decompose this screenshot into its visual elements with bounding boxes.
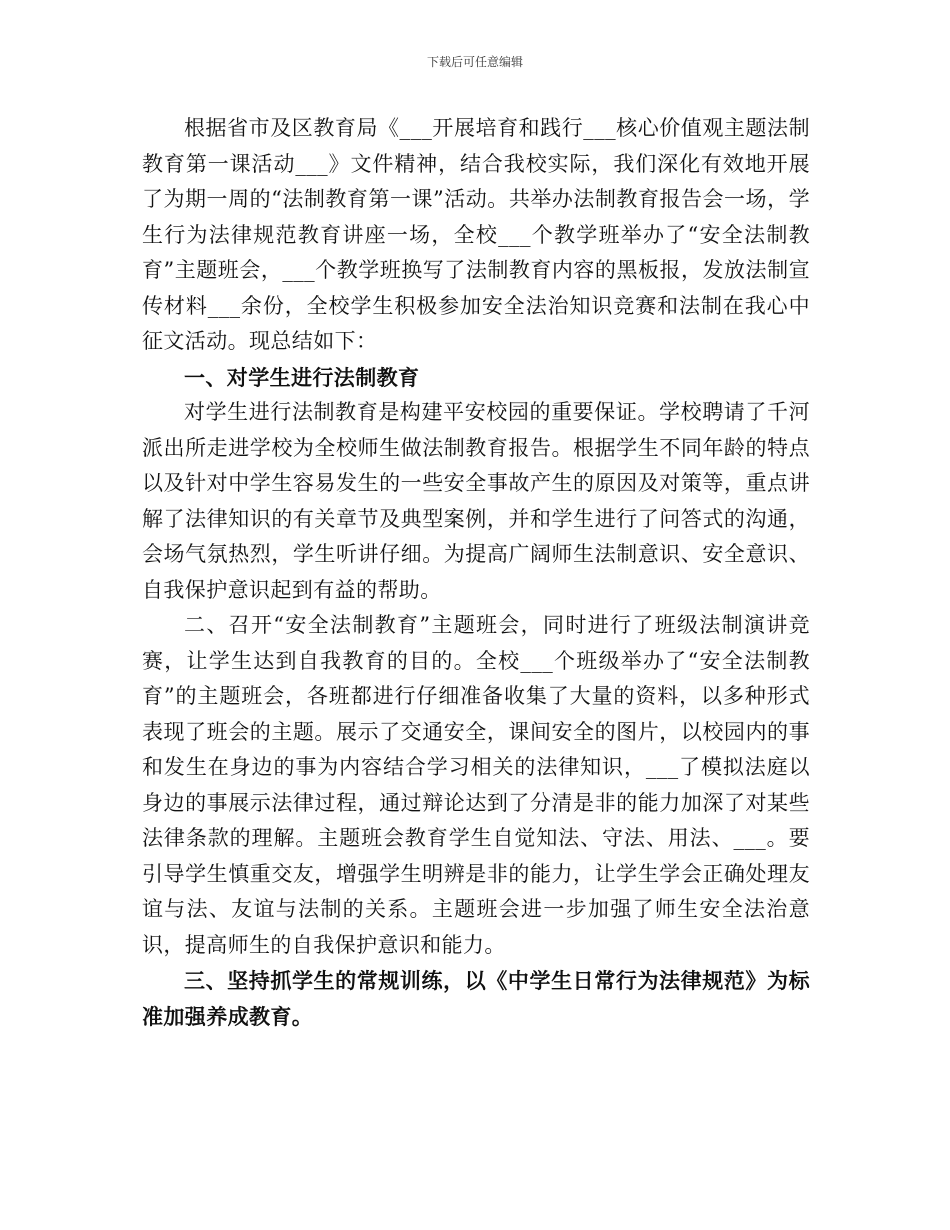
section-heading-3: 三、坚持抓学生的常规训练，以《中学生日常行为法律规范》为标准加强养成教育。 [142, 968, 810, 1029]
intro-paragraph: 根据省市及区教育局《___开展培育和践行___核心价值观主题法制教育第一课活动___》文件精神，结合我校实际，我们深化有效地开展了为期一周的“法制教育第一课”活动。共举办法制教育报告会一场，学生行为法律规范教育讲座一场，全校___个教学班举办了“安全法制教育”主题班会，___个教学班换写了法制教育内容的黑板报，发放法制宣传材料___余份，全校学生积极参加安全法治知识竞赛和法制在我心中征文活动。现总结如下： [142, 116, 810, 353]
document-body [142, 111, 810, 1034]
section-paragraph-2: 二、召开“安全法制教育”主题班会，同时进行了班级法制演讲竞赛，让学生达到自我教育的目的。全校___个班级举办了“安全法制教育”的主题班会，各班都进行仔细准备收集了大量的资料，以多种形式表现了班会的主题。展示了交通安全，课间安全的图片，以校园内的事和发生在身边的事为内容结合学习相关的法律知识，___了模拟法庭以身边的事展示法律过程，通过辩论达到了分清是非的能力加深了对某些法律条款的理解。主题班会教育学生自觉知法、守法、用法、___。要引导学生慎重交友，增强学生明辨是非的能力，让学生学会正确处理友谊与法、友谊与法制的关系。主题班会进一步加强了师生安全法治意识，提高师生的自我保护意识和能力。 [142, 613, 810, 957]
section-paragraph-1: 对学生进行法制教育是构建平安校园的重要保证。学校聘请了千河派出所走进学校为全校师生做法制教育报告。根据学生不同年龄的特点以及针对中学生容易发生的一些安全事故产生的原因及对策等，重点讲解了法律知识的有关章节及典型案例，并和学生进行了问答式的沟通，会场气氛热烈，学生听讲仔细。为提高广阔师生法制意识、安全意识、自我保护意识起到有益的帮助。 [142, 400, 810, 602]
section-heading-1: 一、对学生进行法制教育 [184, 364, 420, 390]
page-header: 下载后可任意编辑 [426, 55, 523, 69]
